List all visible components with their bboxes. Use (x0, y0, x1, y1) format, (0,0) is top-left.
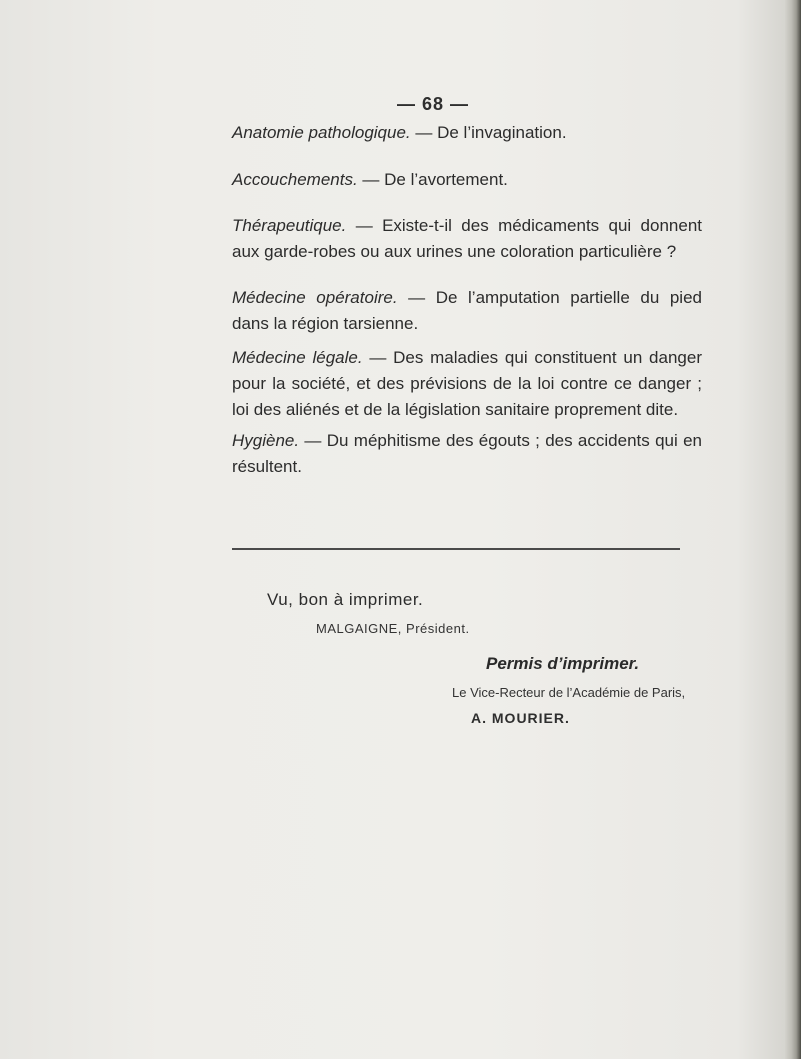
entry-therapeutique (232, 213, 702, 265)
horizontal-rule (232, 548, 680, 550)
entry-accouchements (232, 167, 702, 193)
approval-line: Vu, bon à imprimer. (267, 590, 424, 609)
entry-text: — Des maladies qui constituent un danger pour la société, et des prévisions de la loi contre ce danger ; loi des aliénés et de la législation sanitaire proprement dite. (232, 348, 702, 419)
signatory-name: A. MOURIER. (471, 710, 570, 726)
entry-subject: Thérapeutique. (232, 216, 347, 235)
entry-anatomie-pathologique (232, 120, 702, 146)
entry-text: — Du méphitisme des égouts ; des accidents qui en résultent. (232, 431, 702, 476)
permis-imprimer: Permis d’imprimer. (486, 654, 640, 673)
entry-subject: Hygiène. (232, 431, 300, 450)
entry-text: — Existe-t-il des médicaments qui donnent aux garde-robes ou aux urines une coloration particulière ? (232, 216, 702, 261)
entry-subject: Accouchements. (232, 170, 358, 189)
entry-text: — De l’amputation partielle du pied dans la région tarsienne. (232, 288, 702, 333)
entry-hygiene (232, 428, 702, 480)
book-spine-edge (785, 0, 801, 1059)
president-signature: MALGAIGNE, Président. (316, 621, 470, 636)
page-number: — 68 — (397, 94, 470, 114)
vice-recteur-line: Le Vice-Recteur de l’Académie de Paris, (452, 685, 686, 700)
entry-text: — De l’avortement. (357, 170, 508, 189)
entry-medecine-legale (232, 345, 702, 423)
entry-subject: Anatomie pathologique. (232, 123, 411, 142)
entry-medecine-operatoire (232, 285, 702, 337)
entry-text: — De l’invagination. (410, 123, 567, 142)
entry-subject: Médecine opératoire. (232, 288, 398, 307)
entry-subject: Médecine légale. (232, 348, 363, 367)
